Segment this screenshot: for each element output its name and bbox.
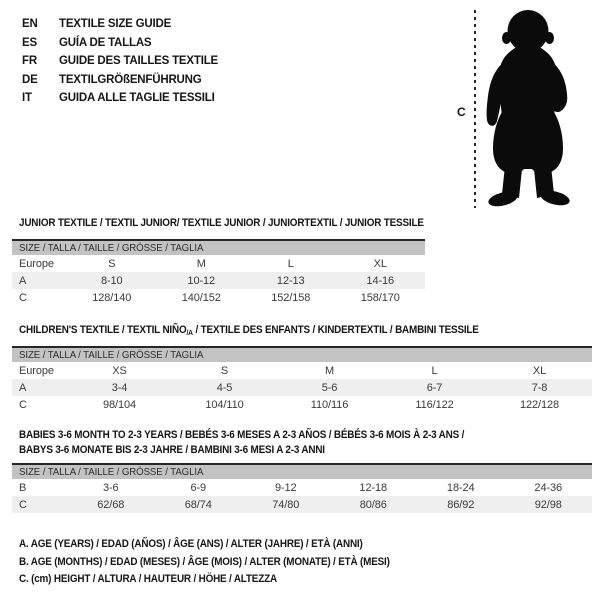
table-cell: 74/80 xyxy=(272,498,300,511)
babies-section-title-line2: BABYS 3-6 MONATE BIS 2-3 JAHRE / BAMBINI 3-6 MESI A 2-3 ANNI xyxy=(19,444,325,456)
table-cell: XL xyxy=(532,364,547,377)
language-list xyxy=(22,15,218,108)
table-cell: XL xyxy=(373,257,387,270)
children-title-sub: /A xyxy=(186,328,193,337)
table-row xyxy=(12,272,425,289)
table-cell: 18-24 xyxy=(446,481,475,494)
language-label: GUIDE DES TAILLES TEXTILE xyxy=(59,55,218,68)
junior-section-title: JUNIOR TEXTILE / TEXTIL JUNIOR/ TEXTILE JUNIOR / JUNIORTEXTIL / JUNIOR TESSILE xyxy=(19,217,424,229)
language-code: DE xyxy=(22,73,38,86)
table-cell: 9-12 xyxy=(274,481,297,494)
table-row xyxy=(12,379,592,396)
table-cell: 116/122 xyxy=(415,398,454,411)
table-cell: 6-7 xyxy=(426,381,443,394)
children-title-post: / TEXTILE DES ENFANTS / KINDERTEXTIL / BAMBINI TESSILE xyxy=(192,324,479,336)
table-cell: 12-13 xyxy=(276,274,305,287)
table-cell: 128/140 xyxy=(92,291,132,304)
table-cell: 4-5 xyxy=(216,381,233,394)
language-label: GUIDA ALLE TAGLIE TESSILI xyxy=(59,92,215,105)
language-row-de xyxy=(22,71,218,90)
language-row-en xyxy=(22,15,218,34)
children-title-pre: CHILDREN'S TEXTILE / TEXTIL NIÑO xyxy=(19,324,187,336)
language-code: FR xyxy=(22,55,37,68)
language-label: TEXTILGRÖßENFÜHRUNG xyxy=(59,73,202,86)
junior-size-table-header-bar xyxy=(12,239,425,255)
table-cell: 86/92 xyxy=(447,498,475,511)
table-row xyxy=(12,496,592,513)
table-row xyxy=(12,289,425,306)
language-code: EN xyxy=(22,18,38,31)
table-cell: 92/98 xyxy=(534,498,562,511)
table-cell: 6-9 xyxy=(190,481,207,494)
row-label: C xyxy=(19,498,27,511)
size-header-label: SIZE / TALLA / TAILLE / GRÖSSE / TAGLIA xyxy=(19,349,204,361)
baby-silhouette-icon xyxy=(478,8,578,208)
table-cell: 5-6 xyxy=(321,381,338,394)
table-cell: 8-10 xyxy=(100,274,123,287)
table-cell: 12-18 xyxy=(359,481,388,494)
table-cell: 98/104 xyxy=(102,398,137,411)
row-label: B xyxy=(19,481,27,494)
row-label: A xyxy=(19,274,27,287)
language-label: TEXTILE SIZE GUIDE xyxy=(59,18,172,31)
size-header-label: SIZE / TALLA / TAILLE / GRÖSSE / TAGLIA xyxy=(19,466,204,478)
table-row xyxy=(12,479,592,496)
table-cell: 68/74 xyxy=(184,498,212,511)
table-cell: M xyxy=(324,364,335,377)
table-cell: 152/158 xyxy=(271,291,311,304)
language-code: IT xyxy=(22,92,32,105)
table-cell: 104/110 xyxy=(205,398,244,411)
height-measure-dotted-line xyxy=(474,10,476,208)
row-label: Europe xyxy=(19,257,54,270)
row-label: C xyxy=(19,291,27,304)
table-cell: 3-6 xyxy=(102,481,119,494)
table-row xyxy=(12,255,425,272)
table-cell: S xyxy=(108,257,116,270)
language-label: GUÍA DE TALLAS xyxy=(59,36,152,49)
table-cell: 158/170 xyxy=(360,291,400,304)
row-label: C xyxy=(19,398,27,411)
row-label: Europe xyxy=(19,364,54,377)
junior-size-table xyxy=(12,239,425,306)
table-row xyxy=(12,362,592,379)
table-cell: L xyxy=(431,364,438,377)
size-header-label: SIZE / TALLA / TAILLE / GRÖSSE / TAGLIA xyxy=(19,242,204,254)
footnote-b: B. AGE (MONTHS) / EDAD (MESES) / ÂGE (MOIS) / ALTER (MONATE) / ETÀ (MESI) xyxy=(19,555,390,568)
language-row-it xyxy=(22,89,218,108)
table-cell: 14-16 xyxy=(366,274,395,287)
babies-size-table xyxy=(12,463,592,513)
row-label: A xyxy=(19,381,27,394)
table-cell: 80/86 xyxy=(359,498,387,511)
table-cell: XS xyxy=(112,364,127,377)
children-section-title xyxy=(19,324,479,339)
language-code: ES xyxy=(22,36,37,49)
table-cell: 122/128 xyxy=(519,398,560,411)
table-cell: S xyxy=(220,364,229,377)
table-cell: 24-36 xyxy=(534,481,563,494)
table-cell: 62/68 xyxy=(97,498,125,511)
table-cell: L xyxy=(287,257,294,270)
table-cell: 110/116 xyxy=(310,398,349,411)
babies-size-table-header-bar xyxy=(12,463,592,479)
language-row-fr xyxy=(22,52,218,71)
table-cell: M xyxy=(196,257,206,270)
table-cell: 10-12 xyxy=(187,274,216,287)
babies-section-title-line1: BABIES 3-6 MONTH TO 2-3 YEARS / BEBÉS 3-6 MESES A 2-3 AÑOS / BÉBÉS 3-6 MOIS À 2-3 ANS / xyxy=(19,429,465,441)
footnote-a: A. AGE (YEARS) / EDAD (AÑOS) / ÂGE (ANS) / ALTER (JAHRE) / ETÀ (ANNI) xyxy=(19,538,363,550)
children-size-table-header-bar xyxy=(12,346,592,362)
height-measure-label: C xyxy=(457,105,466,119)
table-row xyxy=(12,396,592,413)
table-cell: 7-8 xyxy=(531,381,548,394)
table-cell: 140/152 xyxy=(181,291,221,304)
children-size-table xyxy=(12,346,592,413)
footnotes xyxy=(19,536,431,589)
table-cell: 3-4 xyxy=(111,381,128,394)
footnote-c: C. (cm) HEIGHT / ALTURA / HAUTEUR / HÖHE / ALTEZZA xyxy=(19,573,277,585)
language-row-es xyxy=(22,34,218,53)
